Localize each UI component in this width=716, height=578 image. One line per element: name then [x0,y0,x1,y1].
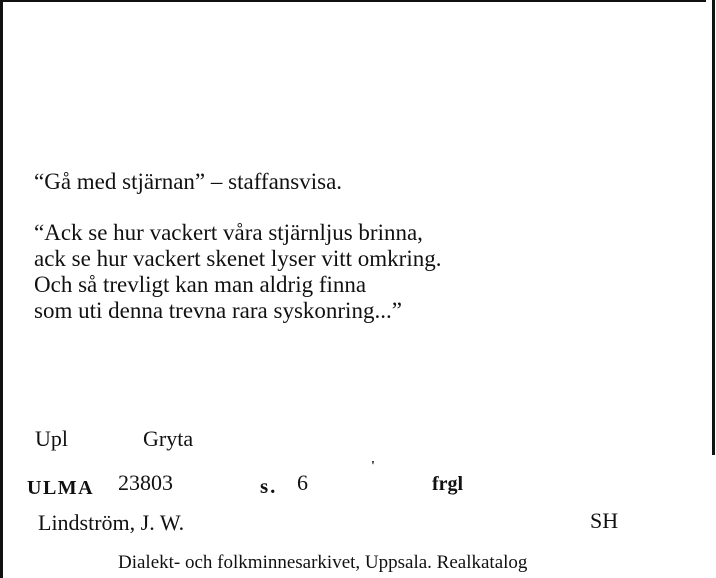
verse-block [34,220,442,324]
recorder-initials: SH [590,508,619,533]
verse-line: Och så trevligt kan man aldrig finna [34,272,367,297]
verse-line: “Ack se hur vackert våra stjärnljus brinna, [34,220,423,245]
song-title: “Gå med stjärnan” – staffansvisa. [34,169,343,194]
archive-footer: Dialekt- och folkminnesarkivet, Uppsala. Realkatalog [118,552,528,573]
card-top-border [0,0,706,2]
category-code: frgl [432,473,464,495]
verse-line: som uti denna trevna rara syskonring...” [34,298,402,323]
card-left-border [0,0,3,578]
region-label: Upl [35,426,68,451]
archive-code: ULMA [27,477,95,499]
page-number: 6 [297,470,308,495]
verse-line: ack se hur vackert skenet lyser vitt omkring. [34,246,442,271]
page-label: s. [260,474,278,498]
collector-name: Lindström, J. W. [38,510,185,535]
place-label: Gryta [143,426,194,451]
pencil-mark: ' [371,459,375,474]
record-number: 23803 [118,470,173,495]
card-right-border [712,0,715,455]
